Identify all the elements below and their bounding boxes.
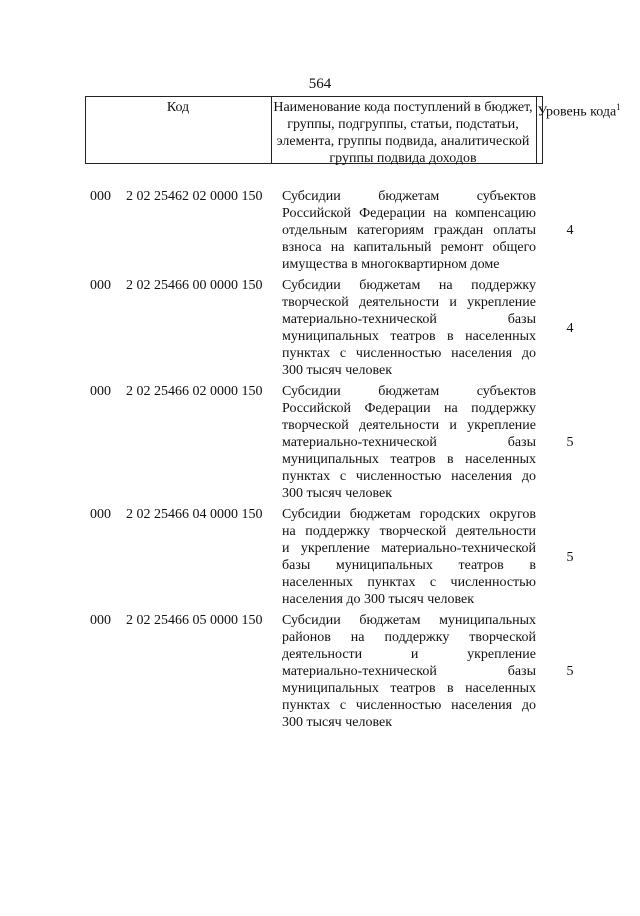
admin-code: 000 (90, 613, 111, 628)
revenue-name-line: базы муниципальных театров в (282, 558, 536, 573)
admin-code: 000 (90, 384, 111, 399)
revenue-name-line: 300 тысяч человек (282, 486, 393, 501)
header-code: Код (166, 100, 190, 115)
revenue-name-line: материально-технической базы (282, 664, 536, 679)
revenue-name-line: Субсидии бюджетам муниципальных (282, 613, 536, 628)
revenue-name-line: муниципальных театров в населенных (282, 452, 536, 467)
revenue-name (282, 506, 536, 608)
revenue-name-line: материально-технической базы (282, 312, 536, 327)
revenue-name-line: Российской Федерации на компенсацию (282, 206, 536, 221)
page-number: 564 (308, 76, 332, 92)
revenue-name-line: Субсидии бюджетам на поддержку (282, 278, 536, 293)
revenue-code: 2 02 25466 04 0000 150 (126, 507, 263, 522)
header-name: Наименование кода поступлений в бюджет, группы, подгруппы, статьи, подстатьи, элемента, группы подвида, аналитической группы подвида доходов (273, 100, 533, 166)
revenue-name-line: населения до 300 тысяч человек (282, 592, 475, 607)
revenue-name-line: отдельным категориям граждан оплаты (282, 223, 536, 238)
revenue-name-line: пунктах с численностью населения до (282, 469, 536, 484)
revenue-name-line: материально-технической базы (282, 435, 536, 450)
revenue-name-line: деятельности и укрепление (282, 647, 536, 662)
table-row (0, 612, 640, 735)
revenue-code: 2 02 25466 00 0000 150 (126, 278, 263, 293)
table-row (0, 188, 640, 277)
revenue-name-line: Российской Федерации на поддержку (282, 401, 536, 416)
code-level: 4 (566, 321, 574, 336)
revenue-name-line: Субсидии бюджетам городских округов (282, 507, 536, 522)
revenue-code: 2 02 25466 05 0000 150 (126, 613, 263, 628)
header-level-footnote: 1 (616, 102, 621, 112)
header-top-rule (85, 96, 543, 97)
revenue-name-line: 300 тысяч человек (282, 363, 393, 378)
revenue-name (282, 188, 536, 273)
revenue-name-line: творческой деятельности и укрепление (282, 295, 536, 310)
revenue-name-line: Субсидии бюджетам субъектов (282, 384, 536, 399)
revenue-name-line: районов на поддержку творческой (282, 630, 536, 645)
header-level (537, 99, 621, 121)
admin-code: 000 (90, 507, 111, 522)
code-level: 4 (566, 223, 574, 238)
revenue-name (282, 277, 536, 379)
revenue-name-line: 300 тысяч человек (282, 715, 393, 730)
revenue-name-line: муниципальных театров в населенных (282, 681, 536, 696)
revenue-name-line: пунктах с численностью населения до (282, 346, 536, 361)
table-body (0, 188, 640, 735)
revenue-name-line: на поддержку творческой деятельности (282, 524, 536, 539)
table-header (85, 96, 621, 166)
revenue-name-line: имущества в многоквартирном доме (282, 257, 500, 272)
code-level: 5 (566, 435, 574, 450)
admin-code: 000 (90, 189, 111, 204)
revenue-name-line: взноса на капитальный ремонт общего (282, 240, 536, 255)
admin-code: 000 (90, 278, 111, 293)
table-row (0, 383, 640, 506)
table-row (0, 506, 640, 612)
revenue-name-line: и укрепление материально-технической (282, 541, 536, 556)
revenue-code: 2 02 25462 02 0000 150 (126, 189, 263, 204)
revenue-name-line: Субсидии бюджетам субъектов (282, 189, 536, 204)
code-level: 5 (566, 664, 574, 679)
revenue-name-line: пунктах с численностью населения до (282, 698, 536, 713)
revenue-name-line: муниципальных театров в населенных (282, 329, 536, 344)
revenue-name-line: населенных пунктах с численностью (282, 575, 536, 590)
code-level: 5 (566, 550, 574, 565)
revenue-name-line: творческой деятельности и укрепление (282, 418, 536, 433)
table-row (0, 277, 640, 383)
revenue-name (282, 612, 536, 731)
revenue-code: 2 02 25466 02 0000 150 (126, 384, 263, 399)
revenue-name (282, 383, 536, 502)
header-level-label: Уровень кода (537, 104, 617, 120)
